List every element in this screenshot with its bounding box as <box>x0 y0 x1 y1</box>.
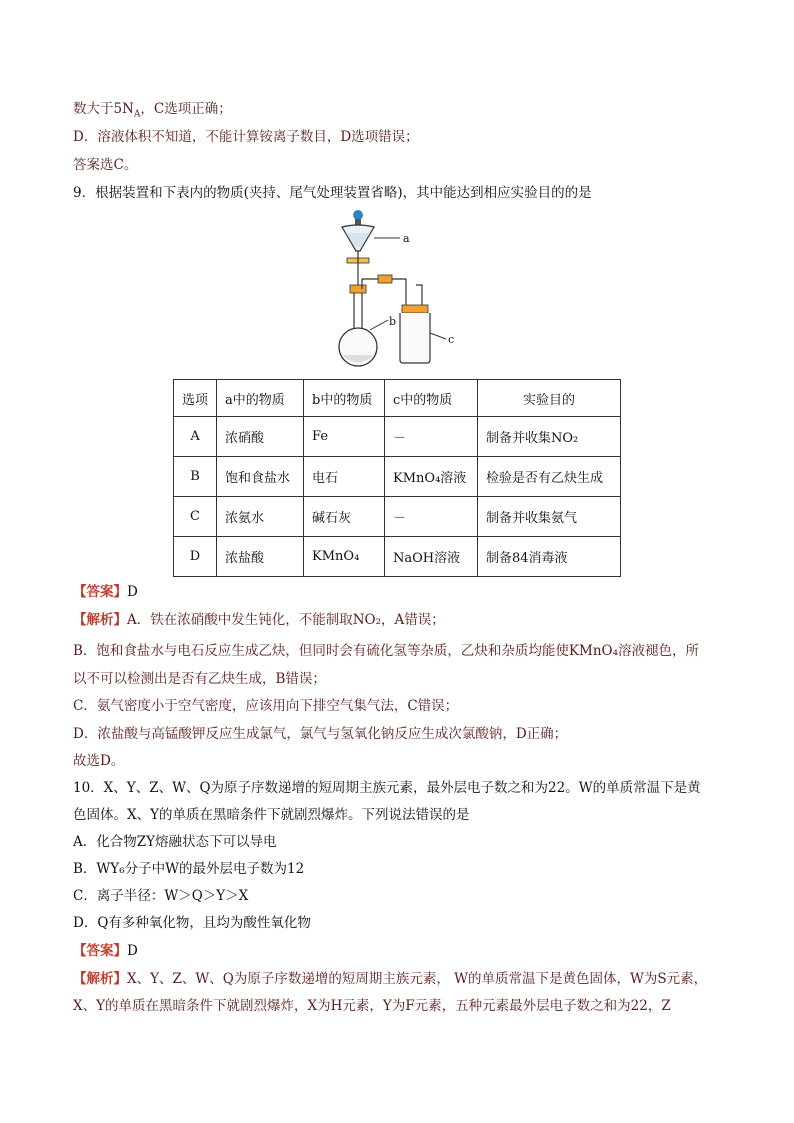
table-cell: C <box>174 497 217 537</box>
header-cell: 选项 <box>174 380 217 417</box>
text-line <box>73 100 232 124</box>
table-cell: 碱石灰 <box>304 497 385 537</box>
option-d: D．Q有多种氧化物，且均为酸性氧化物 <box>73 915 311 931</box>
analysis-10-line1 <box>73 970 707 988</box>
table-cell: 电石 <box>304 457 385 497</box>
analysis-9-b1: B．饱和食盐水与电石反应生成乙炔，但同时会有硫化氢等杂质，乙炔和杂质均能使KMnO₄溶液褪色，所 <box>73 643 700 659</box>
option-a: A．化合物ZY熔融状态下可以导电 <box>73 834 277 850</box>
question-9-stem: 9．根据装置和下表内的物质(夹持、尾气处理装置省略)，其中能达到相应实验目的的是 <box>73 185 592 201</box>
table-cell: A <box>174 417 217 457</box>
analysis-9-end: 故选D。 <box>73 753 125 769</box>
analysis-9-b2: 以不可以检测出是否有乙炔生成，B错误； <box>73 671 326 687</box>
outlet-tube <box>416 285 422 305</box>
table-row <box>174 417 621 457</box>
header-cell: 实验目的 <box>478 380 621 417</box>
answer-9 <box>73 583 138 601</box>
header-cell: c中的物质 <box>385 380 478 417</box>
header-cell: b中的物质 <box>304 380 385 417</box>
table-cell: Fe <box>304 417 385 457</box>
table-row <box>174 457 621 497</box>
table-cell: NaOH溶液 <box>385 537 478 577</box>
subscript: A <box>133 109 141 120</box>
lab-apparatus-diagram <box>330 205 470 370</box>
table-cell: － <box>385 417 478 457</box>
header-cell: a中的物质 <box>217 380 304 417</box>
table-cell: 制备84消毒液 <box>478 537 621 577</box>
table-cell: KMnO₄溶液 <box>385 457 478 497</box>
table-cell: D <box>174 537 217 577</box>
gas-washing-bottle <box>400 313 430 363</box>
analysis-9-c: C．氨气密度小于空气密度，应该用向下排空气集气法，C错误； <box>73 698 459 714</box>
table-cell: 浓氨水 <box>217 497 304 537</box>
text-line: D．溶液体积不知道，不能计算铵离子数目，D选项错误； <box>73 129 419 145</box>
table-cell: 制备并收集NO₂ <box>478 417 621 457</box>
answer-10 <box>73 942 138 960</box>
table-cell: － <box>385 497 478 537</box>
stopper-icon <box>353 210 363 220</box>
analysis-9-a <box>73 611 445 629</box>
label-a: a <box>403 232 410 245</box>
table-row <box>174 497 621 537</box>
answer-tag: 【答案】 <box>73 943 127 959</box>
answer-tag: 【答案】 <box>73 584 127 600</box>
analysis-tag: 【解析】 <box>73 971 127 987</box>
bottle-stopper <box>402 305 428 313</box>
analysis-10-line2: X、Y的单质在黑暗条件下就剧烈爆炸，X为H元素，Y为F元素，五种元素最外层电子数之和为22，Z <box>73 998 671 1014</box>
analysis-text: A．铁在浓硝酸中发生钝化，不能制取NO₂，A错误； <box>127 612 445 628</box>
answer-value: D <box>127 943 138 959</box>
table-header-row <box>174 380 621 417</box>
table-row <box>174 537 621 577</box>
flask-stopper <box>350 285 366 293</box>
option-b: B．WY₆分子中W的最外层电子数为12 <box>73 861 305 877</box>
label-line-c <box>430 333 446 339</box>
table-cell: 制备并收集氨气 <box>478 497 621 537</box>
label-b: b <box>389 315 397 328</box>
analysis-text: X、Y、Z、W、Q为原子序数递增的短周期主族元素， W的单质常温下是黄色固体，W为S元素， <box>127 971 708 987</box>
analysis-tag: 【解析】 <box>73 612 127 628</box>
text-line: 答案选C。 <box>73 157 138 173</box>
label-c: c <box>448 333 455 346</box>
answer-value: D <box>127 584 138 600</box>
text-span: ，C选项正确； <box>140 101 232 117</box>
table-cell: 浓硝酸 <box>217 417 304 457</box>
table-cell: KMnO₄ <box>304 537 385 577</box>
label-line-b <box>370 320 388 330</box>
text-span: 数大于5N <box>73 101 134 117</box>
table-cell: B <box>174 457 217 497</box>
question-10-stem: 色固体。X、Y的单质在黑暗条件下就剧烈爆炸。下列说法错误的是 <box>73 807 470 823</box>
rubber-connector <box>378 275 392 283</box>
question-10-stem: 10．X、Y、Z、W、Q为原子序数递增的短周期主族元素，最外层电子数之和为22。W的单质常温下是黄 <box>73 780 701 796</box>
experiment-table <box>173 379 621 577</box>
analysis-9-d: D．浓盐酸与高锰酸钾反应生成氯气，氯气与氢氧化钠反应生成次氯酸钠，D正确； <box>73 726 568 742</box>
table-cell: 饱和食盐水 <box>217 457 304 497</box>
option-c: C．离子半径：W＞Q＞Y＞X <box>73 888 249 904</box>
funnel-neck <box>355 219 361 225</box>
table-cell: 浓盐酸 <box>217 537 304 577</box>
table-cell: 检验是否有乙炔生成 <box>478 457 621 497</box>
